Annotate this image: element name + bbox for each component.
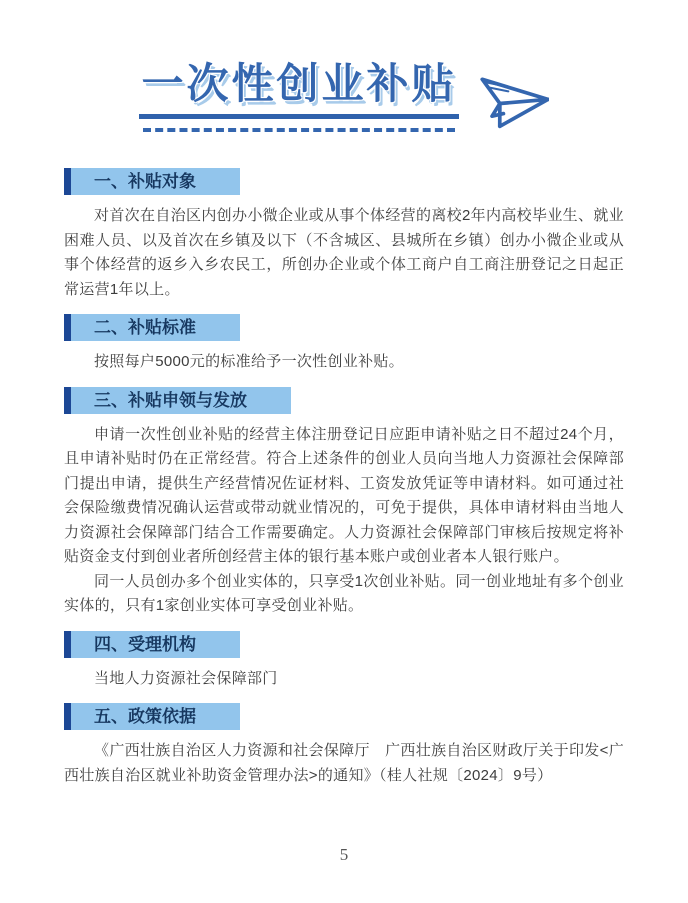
title-block	[64, 62, 624, 138]
section-paragraph: 当地人力资源社会保障部门	[94, 669, 278, 687]
section-heading: 二、补贴标准	[64, 314, 240, 341]
section-heading: 四、受理机构	[64, 631, 240, 658]
section-paragraph: 申请一次性创业补贴的经营主体注册登记日应距申请补贴之日不超过24个月，且申请补贴时仍在正常经营。符合上述条件的创业人员向当地人力资源社会保障部门提出申请，提供生产经营情况佐证材料、工资发放凭证等申请材料。如可通过社会保险缴费情况确认运营或带动就业情况的，可免于提供，具体申请材料由当地人力资源社会保障部门结合工作需要确定。人力资源社会保障部门审核后按规定将补贴资金支付到创业者所创经营主体的银行基本账户或创业者本人银行账户。	[64, 425, 624, 565]
section-accepting-agency	[64, 619, 624, 692]
section-paragraph: 同一人员创办多个创业实体的，只享受1次创业补贴。同一创业地址有多个创业实体的，只有1家创业实体可享受创业补贴。	[64, 572, 624, 614]
section-paragraph: 《广西壮族自治区人力资源和社会保障厅 广西壮族自治区财政厅关于印发<广西壮族自治区就业补助资金管理办法>的通知》（桂人社规〔2024〕9号）	[64, 742, 624, 784]
dashed-underline	[143, 128, 455, 132]
section-subsidy-target	[64, 168, 624, 302]
paper-plane-icon	[463, 64, 549, 138]
section-subsidy-standard	[64, 302, 624, 375]
page-title: 一次性创业补贴	[139, 62, 458, 119]
section-heading: 三、补贴申领与发放	[64, 387, 291, 414]
section-heading: 一、补贴对象	[64, 168, 240, 195]
section-paragraph: 对首次在自治区内创办小微企业或从事个体经营的离校2年内高校毕业生、就业困难人员、以及首次在乡镇及以下（不含城区、县城所在乡镇）创办小微企业或从事个体经营的返乡入乡农民工，所创办企业或个体工商户自工商注册登记之日起正常运营1年以上。	[64, 207, 624, 298]
section-heading: 五、政策依据	[64, 703, 240, 730]
section-policy-basis	[64, 691, 624, 788]
section-paragraph: 按照每户5000元的标准给予一次性创业补贴。	[94, 353, 404, 370]
section-application-distribution	[64, 375, 624, 619]
title-column	[139, 62, 458, 132]
page-number: 5	[339, 845, 349, 864]
